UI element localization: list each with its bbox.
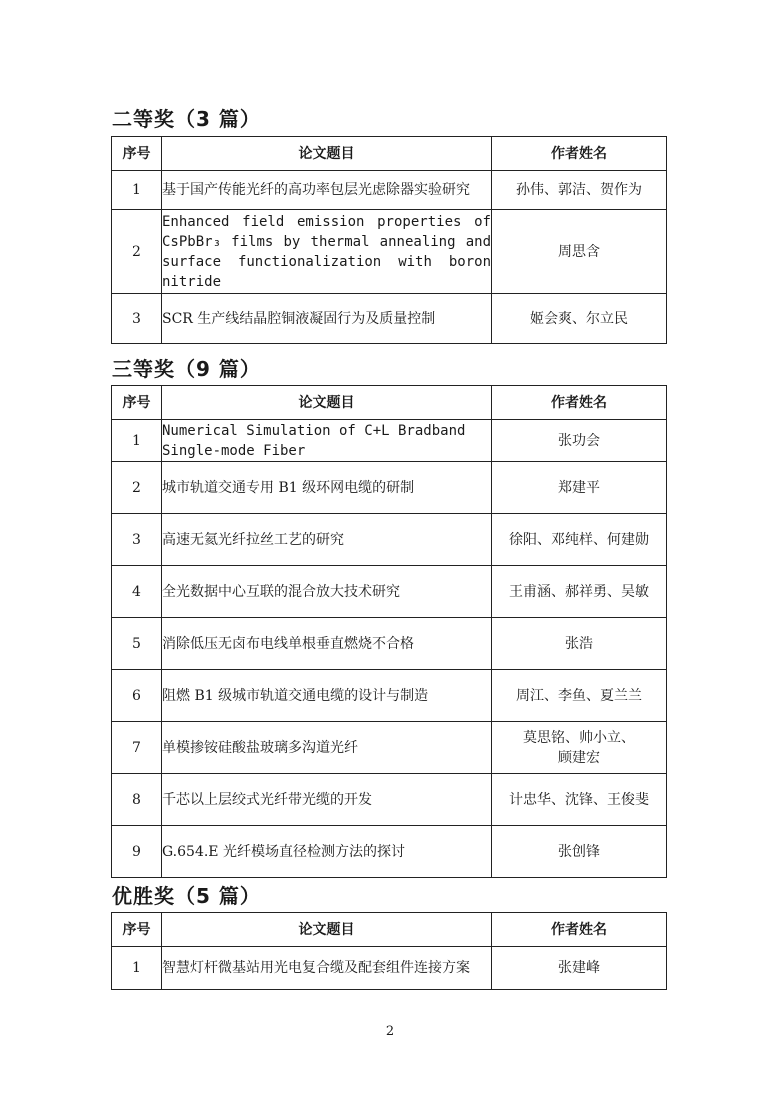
row-title: 阻燃 B1 级城市轨道交通电缆的设计与制造 bbox=[162, 670, 492, 722]
row-title: 高速无氦光纤拉丝工艺的研究 bbox=[162, 514, 492, 566]
row-author: 张浩 bbox=[492, 618, 667, 670]
section-title-second-prize: 二等奖（3 篇） bbox=[112, 107, 261, 131]
row-title: Enhanced field emission properties of CsPbBr₃ films by thermal annealing and surface functionalization with boron nitride bbox=[162, 210, 492, 294]
table-header-row bbox=[112, 386, 667, 420]
table-row bbox=[112, 826, 667, 878]
row-author: 张建峰 bbox=[492, 947, 667, 990]
header-title: 论文题目 bbox=[162, 137, 492, 171]
table-row bbox=[112, 171, 667, 210]
table-row bbox=[112, 670, 667, 722]
table-row bbox=[112, 210, 667, 294]
row-title: 消除低压无卤布电线单根垂直燃烧不合格 bbox=[162, 618, 492, 670]
second-prize-table bbox=[111, 136, 667, 344]
table-row bbox=[112, 774, 667, 826]
row-no: 3 bbox=[112, 294, 162, 344]
row-title: SCR 生产线结晶腔铜液凝固行为及质量控制 bbox=[162, 294, 492, 344]
row-author: 张创锋 bbox=[492, 826, 667, 878]
row-no: 7 bbox=[112, 722, 162, 774]
row-title: 千芯以上层绞式光纤带光缆的开发 bbox=[162, 774, 492, 826]
table-row bbox=[112, 618, 667, 670]
header-author: 作者姓名 bbox=[492, 386, 667, 420]
header-no: 序号 bbox=[112, 137, 162, 171]
row-no: 1 bbox=[112, 420, 162, 462]
row-no: 2 bbox=[112, 210, 162, 294]
row-author: 徐阳、邓纯样、何建勋 bbox=[492, 514, 667, 566]
header-author: 作者姓名 bbox=[492, 913, 667, 947]
row-author: 莫思铭、帅小立、顾建宏 bbox=[492, 722, 667, 774]
row-title: G.654.E 光纤模场直径检测方法的探讨 bbox=[162, 826, 492, 878]
row-author: 周江、李鱼、夏兰兰 bbox=[492, 670, 667, 722]
row-author: 姬会爽、尔立民 bbox=[492, 294, 667, 344]
header-title: 论文题目 bbox=[162, 913, 492, 947]
row-author: 计忠华、沈锋、王俊斐 bbox=[492, 774, 667, 826]
third-prize-table bbox=[111, 385, 667, 878]
row-no: 8 bbox=[112, 774, 162, 826]
table-row bbox=[112, 947, 667, 990]
row-no: 5 bbox=[112, 618, 162, 670]
merit-prize-table bbox=[111, 912, 667, 990]
header-no: 序号 bbox=[112, 913, 162, 947]
header-no: 序号 bbox=[112, 386, 162, 420]
row-title: 单模掺铵硅酸盐玻璃多沟道光纤 bbox=[162, 722, 492, 774]
row-no: 9 bbox=[112, 826, 162, 878]
header-title: 论文题目 bbox=[162, 386, 492, 420]
table-header-row bbox=[112, 137, 667, 171]
header-author: 作者姓名 bbox=[492, 137, 667, 171]
row-author: 郑建平 bbox=[492, 462, 667, 514]
page-number: 2 bbox=[385, 1024, 395, 1039]
section-title-merit-prize: 优胜奖（5 篇） bbox=[112, 884, 261, 908]
row-author: 周思含 bbox=[492, 210, 667, 294]
row-no: 4 bbox=[112, 566, 162, 618]
row-author: 张功会 bbox=[492, 420, 667, 462]
table-row bbox=[112, 566, 667, 618]
row-title: 城市轨道交通专用 B1 级环网电缆的研制 bbox=[162, 462, 492, 514]
row-title: 基于国产传能光纤的高功率包层光虑除器实验研究 bbox=[162, 171, 492, 210]
table-row bbox=[112, 420, 667, 462]
section-title-third-prize: 三等奖（9 篇） bbox=[112, 357, 261, 381]
row-title: 全光数据中心互联的混合放大技术研究 bbox=[162, 566, 492, 618]
row-title: 智慧灯杆微基站用光电复合缆及配套组件连接方案 bbox=[162, 947, 492, 990]
row-no: 3 bbox=[112, 514, 162, 566]
row-author: 王甫涵、郝祥勇、吴敏 bbox=[492, 566, 667, 618]
row-no: 1 bbox=[112, 947, 162, 990]
row-no: 6 bbox=[112, 670, 162, 722]
row-title: Numerical Simulation of C+L Bradband Single-mode Fiber bbox=[162, 420, 492, 462]
row-author: 孙伟、郭洁、贺作为 bbox=[492, 171, 667, 210]
row-no: 1 bbox=[112, 171, 162, 210]
row-no: 2 bbox=[112, 462, 162, 514]
table-row bbox=[112, 514, 667, 566]
table-row bbox=[112, 462, 667, 514]
table-row bbox=[112, 294, 667, 344]
table-header-row bbox=[112, 913, 667, 947]
table-row bbox=[112, 722, 667, 774]
